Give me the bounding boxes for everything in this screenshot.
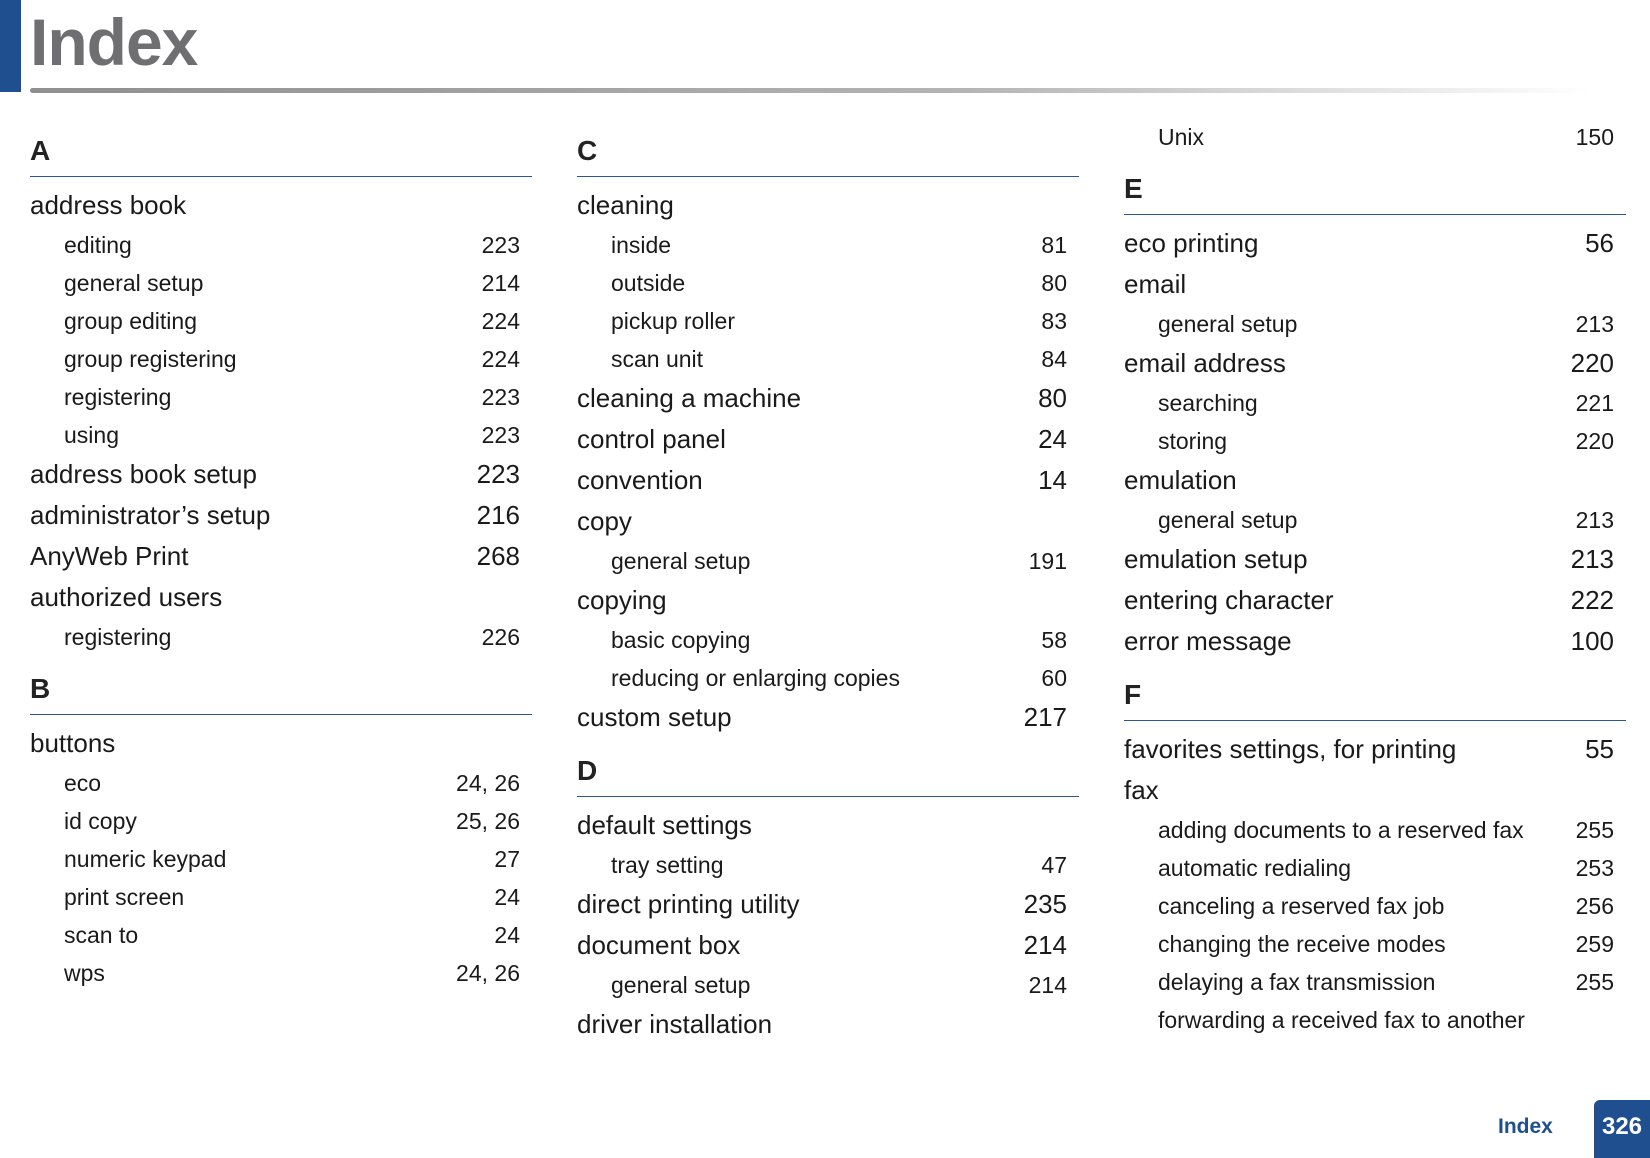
entry-term: searching — [1158, 390, 1258, 416]
index-subentry — [30, 764, 532, 802]
entry-term: canceling a reserved fax job — [1158, 893, 1445, 919]
index-entry — [1124, 580, 1626, 621]
entry-page-ref[interactable]: 83 — [1041, 308, 1067, 334]
entry-term: custom setup — [577, 702, 732, 732]
index-entry — [1124, 343, 1626, 384]
entry-page-ref[interactable]: 223 — [481, 384, 520, 410]
entry-term: AnyWeb Print — [30, 541, 189, 571]
title-divider — [30, 88, 1590, 93]
index-entry — [30, 536, 532, 577]
index-entry — [1124, 460, 1626, 501]
index-entry — [1124, 223, 1626, 264]
index-column-1 — [30, 118, 532, 992]
entry-page-ref[interactable]: 255 — [1575, 969, 1614, 995]
index-entry — [30, 454, 532, 495]
index-entry — [577, 419, 1079, 460]
entry-page-ref[interactable]: 256 — [1575, 893, 1614, 919]
index-subentry — [1124, 305, 1626, 343]
entry-term: using — [64, 422, 119, 448]
index-subentry — [1124, 501, 1626, 539]
entry-term: entering character — [1124, 585, 1334, 615]
index-entry — [577, 697, 1079, 738]
entry-term: storing — [1158, 428, 1228, 454]
entry-page-ref[interactable]: 220 — [1570, 348, 1614, 378]
entry-term: group registering — [64, 346, 237, 372]
index-entry — [30, 495, 532, 536]
entry-term: tray setting — [611, 852, 724, 878]
entry-page-ref[interactable]: 14 — [1038, 465, 1067, 495]
index-entry — [577, 884, 1079, 925]
index-subentry — [577, 340, 1079, 378]
index-subentry — [30, 916, 532, 954]
index-entry — [577, 185, 1079, 226]
page-title: Index — [30, 5, 198, 79]
entry-term: general setup — [611, 548, 751, 574]
entry-page-ref[interactable]: 213 — [1575, 507, 1614, 533]
entry-term: administrator’s setup — [30, 500, 271, 530]
entry-term: general setup — [611, 972, 751, 998]
entry-page-ref[interactable]: 81 — [1041, 232, 1067, 258]
entry-term: fax — [1124, 775, 1159, 805]
entry-page-ref[interactable]: 223 — [476, 459, 520, 489]
index-subentry — [577, 264, 1079, 302]
entry-term: registering — [64, 384, 172, 410]
entry-term: outside — [611, 270, 686, 296]
index-entry — [577, 460, 1079, 501]
entry-term: changing the receive modes — [1158, 931, 1446, 957]
entry-term: inside — [611, 232, 672, 258]
entry-page-ref[interactable]: 191 — [1028, 548, 1067, 574]
entry-page-ref[interactable]: 27 — [494, 846, 520, 872]
entry-term: scan unit — [611, 346, 704, 372]
index-entry — [577, 805, 1079, 846]
entry-term: control panel — [577, 424, 726, 454]
index-entry — [577, 580, 1079, 621]
index-subentry — [30, 878, 532, 916]
index-subentry — [1124, 963, 1626, 1001]
index-subentry — [577, 966, 1079, 1004]
entry-term: print screen — [64, 884, 185, 910]
index-entry — [1124, 264, 1626, 305]
entry-term: id copy — [64, 808, 137, 834]
entry-term: emulation setup — [1124, 544, 1308, 574]
index-subentry — [30, 954, 532, 992]
entry-term: adding documents to a reserved fax — [1158, 817, 1524, 843]
entry-term: address book — [30, 190, 187, 220]
index-subentry — [1124, 849, 1626, 887]
index-subentry — [30, 302, 532, 340]
section-letter-e: E — [1124, 156, 1626, 215]
entry-term: eco printing — [1124, 228, 1259, 258]
entry-term: address book setup — [30, 459, 257, 489]
index-column-2 — [577, 118, 1079, 1045]
entry-term: copy — [577, 506, 632, 536]
entry-term: favorites settings, for printing — [1124, 734, 1457, 764]
entry-term: direct printing utility — [577, 889, 800, 919]
entry-page-ref[interactable]: 221 — [1575, 390, 1614, 416]
index-entry — [1124, 770, 1626, 811]
header-accent-bar — [0, 0, 21, 92]
index-entry — [577, 1004, 1079, 1045]
index-entry — [577, 501, 1079, 542]
index-entry — [30, 185, 532, 226]
entry-page-ref[interactable]: 268 — [476, 541, 520, 571]
entry-term: default settings — [577, 810, 752, 840]
entry-term: eco — [64, 770, 102, 796]
entry-term: reducing or enlarging copies — [611, 665, 900, 691]
index-entry — [30, 723, 532, 764]
index-entry — [577, 925, 1079, 966]
index-entry — [577, 378, 1079, 419]
section-letter-d: D — [577, 738, 1079, 797]
entry-page-ref[interactable]: 223 — [481, 422, 520, 448]
entry-page-ref[interactable]: 24 — [494, 884, 520, 910]
entry-term: general setup — [1158, 507, 1298, 533]
entry-page-ref[interactable]: 47 — [1041, 852, 1067, 878]
index-subentry — [30, 226, 532, 264]
index-subentry — [1124, 887, 1626, 925]
index-subentry — [1124, 118, 1626, 156]
entry-page-ref[interactable]: 60 — [1041, 665, 1067, 691]
index-entry — [1124, 539, 1626, 580]
entry-page-ref[interactable]: 224 — [481, 308, 520, 334]
entry-term: general setup — [64, 270, 204, 296]
entry-page-ref[interactable]: 24 — [1038, 424, 1067, 454]
entry-term: emulation — [1124, 465, 1237, 495]
entry-term: document box — [577, 930, 741, 960]
entry-page-ref[interactable]: 24 — [494, 922, 520, 948]
entry-page-ref[interactable]: 235 — [1023, 889, 1067, 919]
entry-page-ref[interactable]: 214 — [1028, 972, 1067, 998]
index-entry — [30, 577, 532, 618]
entry-term: delaying a fax transmission — [1158, 969, 1436, 995]
index-subentry — [1124, 422, 1626, 460]
entry-page-ref[interactable]: 213 — [1570, 544, 1614, 574]
entry-page-ref[interactable]: 255 — [1575, 817, 1614, 843]
entry-term: general setup — [1158, 311, 1298, 337]
entry-term: registering — [64, 624, 172, 650]
index-subentry — [30, 840, 532, 878]
index-subentry — [1124, 1001, 1626, 1039]
entry-term: wps — [64, 960, 105, 986]
section-letter-f: F — [1124, 662, 1626, 721]
entry-page-ref[interactable]: 217 — [1023, 702, 1067, 732]
entry-page-ref[interactable]: 216 — [476, 500, 520, 530]
entry-term: editing — [64, 232, 132, 258]
entry-page-ref[interactable]: 213 — [1575, 311, 1614, 337]
entry-term: automatic redialing — [1158, 855, 1352, 881]
index-subentry — [577, 846, 1079, 884]
entry-term: buttons — [30, 728, 116, 758]
entry-page-ref[interactable]: 222 — [1570, 585, 1614, 615]
index-subentry — [30, 378, 532, 416]
section-letter-b: B — [30, 656, 532, 715]
entry-term: scan to — [64, 922, 139, 948]
entry-term: cleaning — [577, 190, 674, 220]
entry-page-ref[interactable]: 24, 26 — [456, 960, 520, 986]
entry-page-ref[interactable]: 58 — [1041, 627, 1067, 653]
entry-term: pickup roller — [611, 308, 735, 334]
entry-term: convention — [577, 465, 703, 495]
entry-term: error message — [1124, 626, 1292, 656]
section-letter-c: C — [577, 118, 1079, 177]
index-subentry — [30, 340, 532, 378]
index-subentry — [1124, 811, 1626, 849]
entry-term: forwarding a received fax to another — [1158, 1007, 1525, 1033]
entry-term: group editing — [64, 308, 197, 334]
entry-page-ref[interactable]: 56 — [1585, 228, 1614, 258]
footer-section-label: Index — [1498, 1115, 1553, 1138]
index-subentry — [30, 802, 532, 840]
index-subentry — [577, 621, 1079, 659]
entry-term: numeric keypad — [64, 846, 227, 872]
entry-page-ref[interactable]: 80 — [1038, 383, 1067, 413]
index-entry — [1124, 729, 1626, 770]
index-subentry — [30, 618, 532, 656]
entry-term: driver installation — [577, 1009, 773, 1039]
entry-page-ref[interactable]: 220 — [1575, 428, 1614, 454]
entry-page-ref[interactable]: 253 — [1575, 855, 1614, 881]
index-column-3 — [1124, 118, 1626, 1039]
index-subentry — [577, 659, 1079, 697]
index-entry — [1124, 621, 1626, 662]
entry-page-ref[interactable]: 214 — [1023, 930, 1067, 960]
index-subentry — [577, 542, 1079, 580]
entry-page-ref[interactable]: 224 — [481, 346, 520, 372]
entry-term: authorized users — [30, 582, 223, 612]
entry-page-ref[interactable]: 25, 26 — [456, 808, 520, 834]
entry-term: Unix — [1158, 124, 1205, 150]
entry-page-ref[interactable]: 100 — [1570, 626, 1614, 656]
entry-page-ref[interactable]: 214 — [481, 270, 520, 296]
entry-term: email — [1124, 269, 1187, 299]
index-subentry — [1124, 384, 1626, 422]
entry-page-ref[interactable]: 223 — [481, 232, 520, 258]
index-subentry — [577, 226, 1079, 264]
entry-page-ref[interactable]: 84 — [1041, 346, 1067, 372]
entry-page-ref[interactable]: 259 — [1575, 931, 1614, 957]
entry-page-ref[interactable]: 80 — [1041, 270, 1067, 296]
entry-page-ref[interactable]: 24, 26 — [456, 770, 520, 796]
index-subentry — [30, 416, 532, 454]
entry-page-ref[interactable]: 55 — [1585, 734, 1614, 764]
page-number-badge: 326 — [1594, 1100, 1650, 1158]
index-subentry — [1124, 925, 1626, 963]
entry-term: copying — [577, 585, 667, 615]
entry-term: email address — [1124, 348, 1286, 378]
entry-page-ref[interactable]: 150 — [1575, 124, 1614, 150]
index-subentry — [30, 264, 532, 302]
index-subentry — [577, 302, 1079, 340]
entry-page-ref[interactable]: 226 — [481, 624, 520, 650]
entry-term: basic copying — [611, 627, 751, 653]
entry-term: cleaning a machine — [577, 383, 802, 413]
section-letter-a: A — [30, 118, 532, 177]
